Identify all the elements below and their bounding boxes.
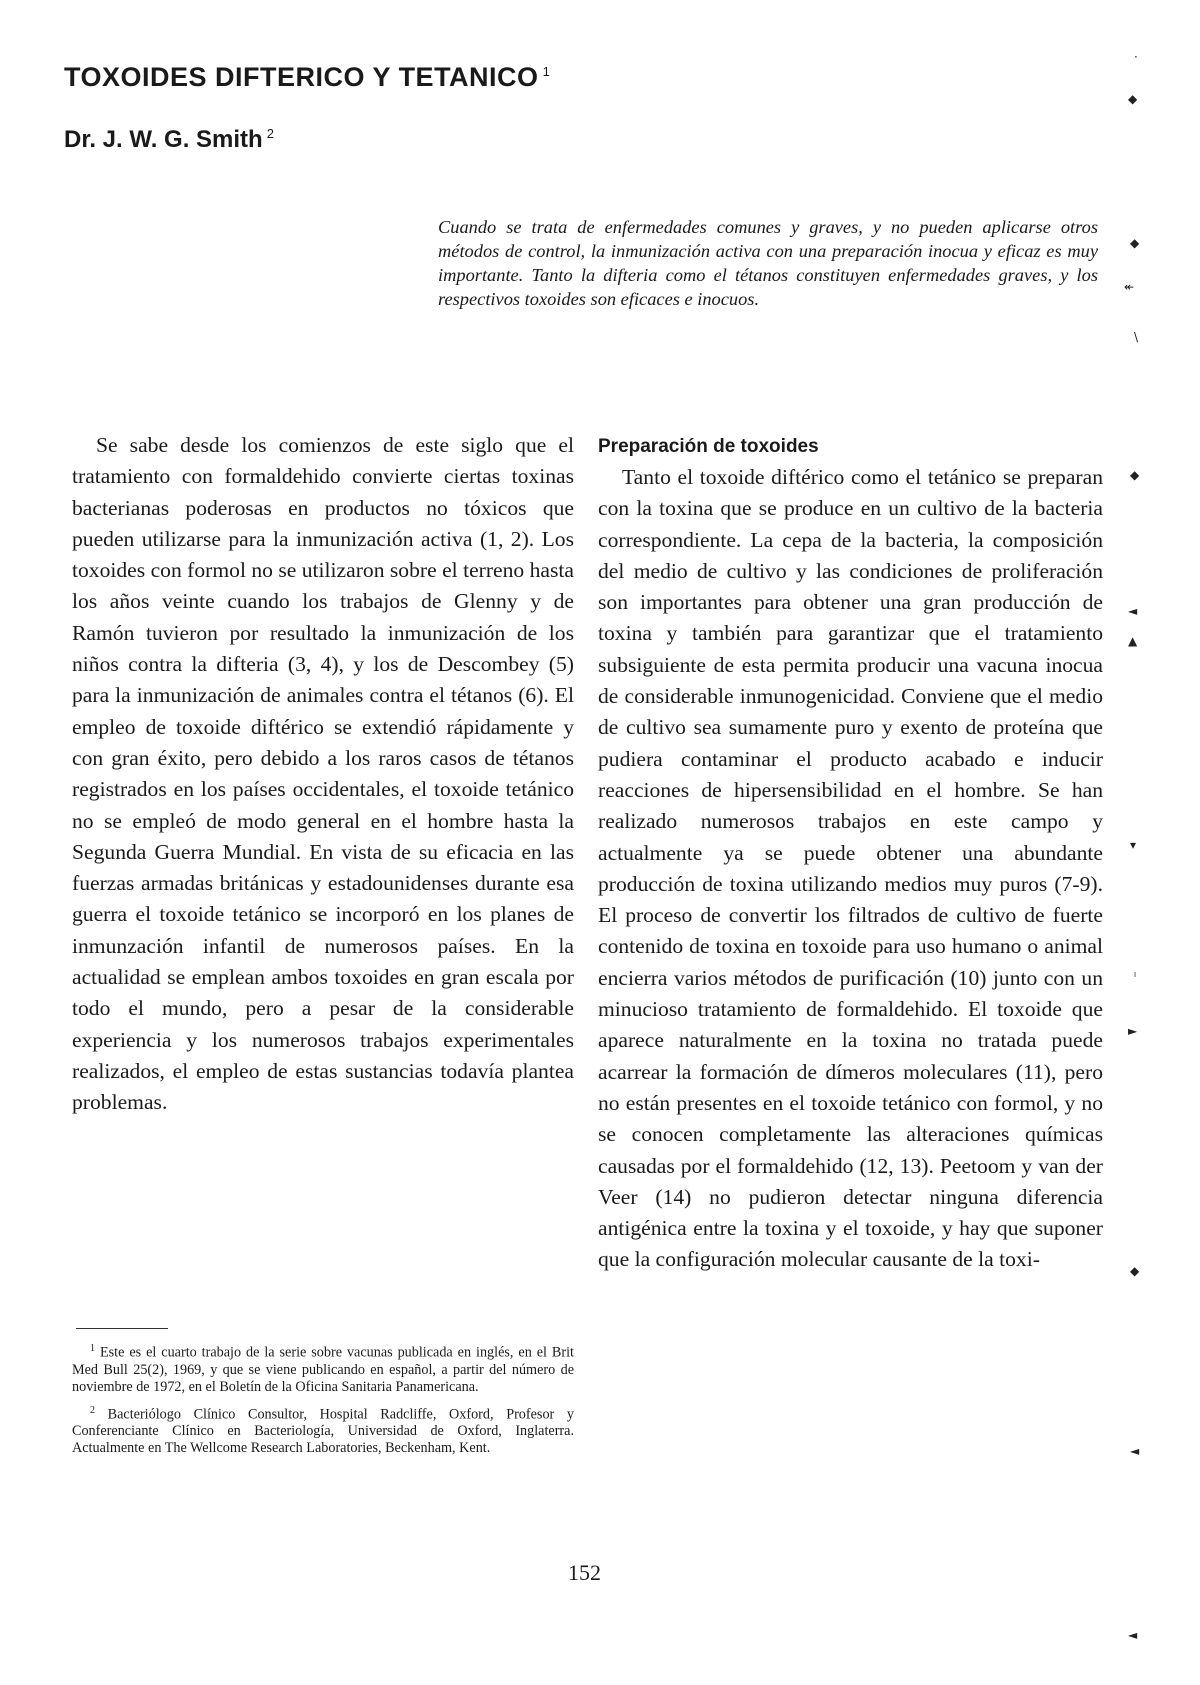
title-footnote-mark: 1 — [542, 64, 551, 79]
scan-speck: ◆ — [1130, 468, 1140, 482]
scan-speck: ◆ — [1130, 236, 1140, 250]
scan-speck: ◄ — [1128, 1628, 1138, 1642]
footnote-divider — [76, 1328, 168, 1329]
author-footnote-mark: 2 — [266, 126, 274, 141]
footnote-1-mark: 1 — [90, 1343, 95, 1354]
footnote-2-text: Bacteriólogo Clínico Consultor, Hospital Radcliffe, Oxford, Profesor y Conferenciante Clínico en Bacteriología, Universidad de Oxford, Inglaterra. Actualmente en The Wellcome Research Laboratories, Beckenham, Kent. — [72, 1406, 574, 1457]
footnote-2-mark: 2 — [90, 1404, 95, 1416]
section-heading: Preparación de toxoides — [598, 436, 819, 457]
author-byline — [64, 126, 274, 154]
author-name: Dr. J. W. G. Smith — [64, 126, 263, 153]
scan-speck: ► — [1128, 1024, 1138, 1038]
left-column — [72, 430, 574, 1119]
abstract: Cuando se trata de enfermedades comunes y graves, y no pueden aplicarse otros métodos de control, la inmunización activa con una preparación inocua y eficaz es muy importante. Tanto la difteria como el tétanos constituyen enfermedades graves, y los respectivos toxoides son eficaces e inocuos. — [438, 217, 1098, 309]
scan-speck: ˡ — [1134, 970, 1136, 984]
scan-speck: · — [1134, 50, 1138, 64]
scan-speck: ↞ — [1124, 280, 1135, 294]
scan-speck: \ — [1134, 330, 1139, 344]
scan-speck: ▲ — [1128, 634, 1138, 648]
page-number: 152 — [568, 1560, 601, 1585]
scan-speck: ▾ — [1130, 838, 1137, 852]
footnote-1-text: Este es el cuarto trabajo de la serie sobre vacunas publicada en inglés, en el Brit Med Bull 25(2), 1969, y que se viene publicando en español, a partir del número de noviembre de 1972, en el Boletín de la Oficina Sanitaria Panamericana. — [72, 1344, 574, 1395]
article-title-text: TOXOIDES DIFTERICO Y TETANICO — [64, 62, 539, 92]
scan-speck: ◄ — [1130, 1444, 1140, 1458]
scan-speck: ◆ — [1128, 92, 1138, 106]
footnotes — [72, 1340, 574, 1463]
scan-speck: ◄ — [1128, 604, 1138, 618]
footnote-2 — [72, 1402, 574, 1458]
footnote-1 — [72, 1340, 574, 1396]
scan-speck: ◆ — [1130, 1264, 1140, 1278]
preparation-paragraph: Tanto el toxoide diftérico como el tetánico se preparan con la toxina que se produce en un cultivo de la bacteria correspondiente. La cepa de la bacteria, la composición del medio de cultivo y las condiciones de proliferación son importantes para obtener una gran producción de toxina y también para garantizar que el tratamiento subsiguiente de esta permita producir una vacuna inocua de considerable inmunogenicidad. Conviene que el medio de cultivo sea sumamente puro y exento de proteína que pudiera contaminar el producto acabado e inducir reacciones de hipersensibilidad en el hombre. Se han realizado numerosos trabajos en este campo y actualmente ya se puede obtener una abundante producción de toxina utilizando medios muy puros (7-9). El proceso de convertir los filtrados de cultivo de fuerte contenido de toxina en toxoide para uso humano o animal encierra varios métodos de purificación (10) junto con un minucioso tratamiento de formaldehido. El toxoide que aparece naturalmente en la toxina no tratada puede acarrear la formación de dímeros moleculares (11), pero no están presentes en el toxoide tetánico con formol, y no se conocen completamente las alteraciones químicas causadas por el formaldehido (12, 13). Peetoom y van der Veer (14) no pudieron detectar ninguna diferencia antigénica entre la toxina y el toxoide, y hay que suponer que la configuración molecular causante de la toxi- — [598, 465, 1103, 1272]
article-title — [64, 62, 550, 93]
right-column — [598, 432, 1103, 1276]
intro-paragraph: Se sabe desde los comienzos de este siglo que el tratamiento con formaldehido convierte ciertas toxinas bacterianas poderosas en productos no tóxicos que pueden utilizarse para la inmunización activa (1, 2). Los toxoides con formol no se utilizaron sobre el terreno hasta los años veinte cuando los trabajos de Glenny y de Ramón tuvieron por resultado la inmunización de los niños contra la difteria (3, 4), y los de Descombey (5) para la inmunización de animales contra el tétanos (6). El empleo de toxoide diftérico se extendió rápidamente y con gran éxito, pero debido a los raros casos de tétanos registrados en los países occidentales, el toxoide tetánico no se empleó de modo general en el hombre hasta la Segunda Guerra Mundial. En vista de su eficacia en las fuerzas armadas británicas y estadounidenses durante esa guerra el toxoide tetánico se incorporó en los planes de inmunzación infantil de numerosos países. En la actualidad se emplean ambos toxoides en gran escala por todo el mundo, pero a pesar de la considerable experiencia y los numerosos trabajos experimentales realizados, el empleo de estas sustancias todavía plantea problemas. — [72, 433, 574, 1115]
